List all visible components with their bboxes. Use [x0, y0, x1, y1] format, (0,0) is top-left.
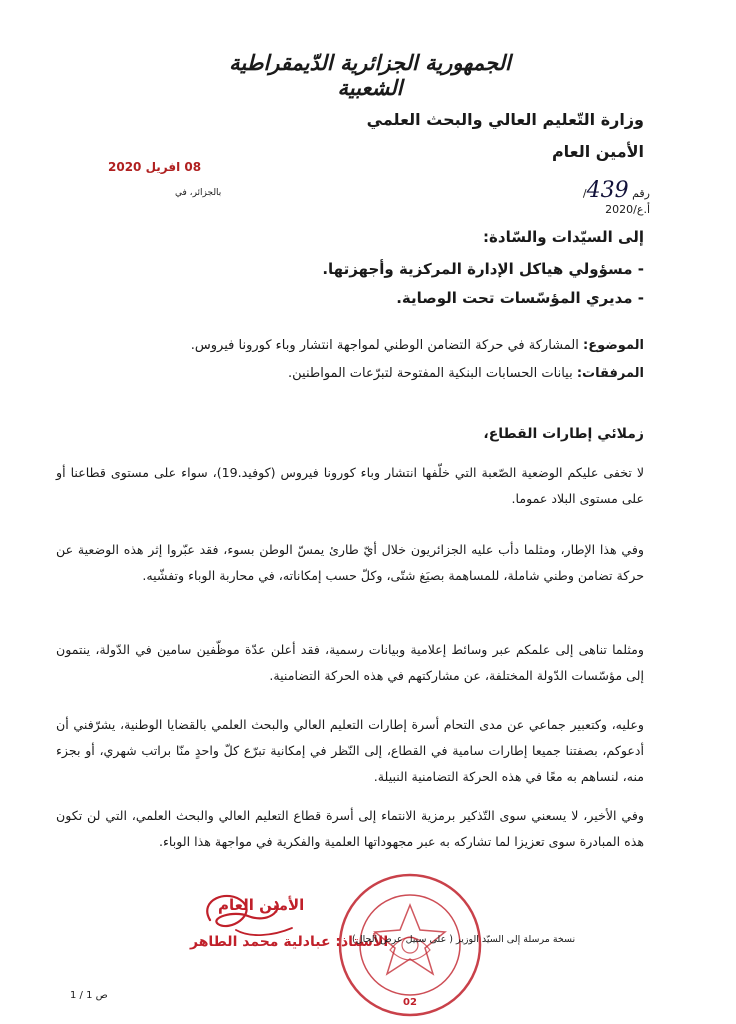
ref-prefix: رقم	[632, 187, 650, 200]
body-paragraph: ومثلما تناهى إلى علمكم عبر وسائط إعلامية وبيانات رسمية، فقد أعلن عدّة موظّفين سامين في الدّولة، ينتمون إلى مؤسّسات الدّولة المختلفة، عن مشاركتهم في هذه الحركة التضامنية.	[56, 642, 644, 683]
recipient-item: - مديري المؤسّسات تحت الوصاية.	[396, 289, 644, 307]
recipient-item: - مسؤولي هياكل الإدارة المركزية وأجهزتها.	[322, 260, 644, 278]
ministry-name: وزارة التّعليم العالي والبحث العلمي	[366, 110, 644, 129]
signature-title: الأمين العام	[218, 896, 305, 914]
signature-name: الأستاذ: عبادلية محمد الطاهر	[190, 934, 389, 950]
body-paragraph: وعليه، وكتعبير جماعي عن مدى التحام أسرة إطارات التعليم العالي والبحث العلمي بالقضايا الوطنية، يشرّفني أن أدعوكم، بصفتنا جميعا إطارات سامية في القطاع، إلى النّظر في إمكانية تبرّع كلّ واحدٍ منّا براتب شهري، أو بجزء منه، لنساهم به معًا في هذه الحركة التضامنية النبيلة.	[56, 717, 644, 784]
republic-header: الجمهورية الجزائرية الدّيمقراطية الشعبية	[229, 50, 511, 100]
ref-number-handwritten: 439	[586, 178, 629, 203]
recipients-heading: إلى السيّدات والسّادة:	[483, 228, 644, 246]
attachments-label: المرفقات:	[576, 366, 644, 381]
body-paragraph: لا تخفى عليكم الوضعية الصّعبة التي خلّفها انتشار وباء كورونا فيروس (كوفيد.19)، سواء على مستوى قطاعنا أو على مستوى البلاد عموما.	[56, 465, 645, 506]
subject-text: المشاركة في حركة التضامن الوطني لمواجهة انتشار وباء كورونا فيروس.	[190, 338, 579, 353]
office-name: الأمين العام	[551, 142, 644, 161]
date-stamp: 08 افريل 2020	[108, 160, 202, 174]
subject-label: الموضوع:	[583, 338, 644, 353]
copy-note: نسخة مرسلة إلى السيّد الوزير ( على سبيل عرض الحال)	[352, 934, 576, 945]
attachments-line	[288, 366, 644, 381]
subject-line	[191, 338, 644, 353]
stamp-number: 02	[403, 997, 417, 1008]
page-number: ص 1 / 1	[70, 990, 108, 1001]
body-paragraph: وفي الأخير، لا يسعني سوى التّذكير برمزية الانتماء إلى أسرة قطاع التعليم العالي والبحث العلمي، التي لن تكون هذه المبادرة سوى تعزيزا لما تشاركه به عبر مجهوداتها العلمية والفكرية في مواجهة هذا الوباء.	[56, 808, 644, 849]
place-date-line: بالجزائر، في	[175, 188, 222, 198]
body-paragraph: وفي هذا الإطار، ومثلما دأب عليه الجزائريون خلال أيّ طارئ يمسّ الوطن بسوء، فقد عبّروا إثر هذه الوضعية عن حركة تضامن وطني شاملة، للمساهمة بصيَغ شتّى، وكلّ حسب إمكاناته، في محاربة الوباء وتفشّيه.	[56, 542, 644, 583]
greeting: زملائي إطارات القطاع،	[483, 426, 644, 442]
reference-number	[540, 178, 650, 216]
ref-suffix: /أ.ع/2020	[582, 187, 650, 216]
attachments-text: بيانات الحسابات البنكية المفتوحة لتبرّعات المواطنين.	[288, 366, 573, 381]
